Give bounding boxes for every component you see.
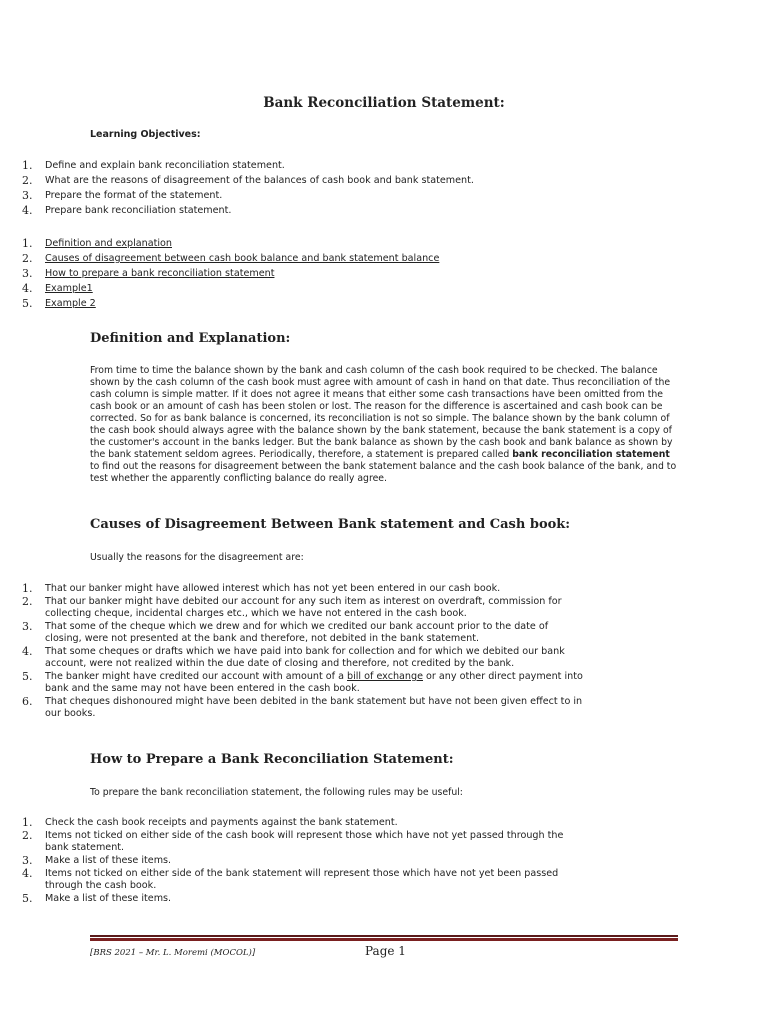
list-item xyxy=(0,893,585,905)
item-text: That some cheques or drafts which we have paid into bank for collection and for which we debited our bank account, were not realized within the due date of closing and therefore, not credited by the bank. xyxy=(45,646,565,669)
item-text: That cheques dishonoured might have been debited in the bank statement but have not been given effect to in our books. xyxy=(45,696,583,719)
item-text: Items not ticked on either side of the bank statement will represent those which have not yet been passed through the cash book. xyxy=(45,868,559,891)
definition-text-2: to find out the reasons for disagreement between the bank statement balance and the cash book balance of the bank, and to test whether the apparently conflicting balance do really agree. xyxy=(90,461,677,484)
toc-link-example-1[interactable]: Example1 xyxy=(45,283,93,294)
list-item xyxy=(0,817,585,829)
page-number: Page 1 xyxy=(365,944,406,958)
item-number: 1. xyxy=(22,816,33,829)
toc-link-definition[interactable]: Definition and explanation xyxy=(45,238,172,249)
footer-author: [BRS 2021 – Mr. L. Moremi (MOCOL)] xyxy=(90,948,256,958)
list-item xyxy=(0,190,585,202)
item-number: 3. xyxy=(22,854,33,867)
item-number: 5. xyxy=(22,297,33,310)
objectives-list xyxy=(0,160,585,220)
item-text: Items not ticked on either side of the cash book will represent those which have not yet passed through the bank statement. xyxy=(45,830,564,853)
item-number: 4. xyxy=(22,867,33,880)
item-text: Prepare the format of the statement. xyxy=(45,190,223,201)
definition-text-1: From time to time the balance shown by the bank and cash column of the cash book required to be checked. The balance shown by the cash column of the cash book must agree with amount of cash in hand on that date. Thus reconciliation of the cash column is simple matter. If it does not agree it means that either some cash transactions have been omitted from the cash book or an amount of cash has been stolen or lost. The reason for the difference is ascertained and cash book can be corrected. So for as bank balance is concerned, its reconciliation is not so simple. The balance shown by the bank column of the cash book should always agree with the balance shown by the bank statement, because the bank statement is a copy of the customer's account in the banks ledger. But the bank balance as shown by the cash book and bank balance as shown by the bank statement seldom agrees. Periodically, therefore, a statement is prepared called xyxy=(90,365,673,460)
item-number: 4. xyxy=(22,282,33,295)
item-text: Make a list of these items. xyxy=(45,893,172,904)
list-item xyxy=(0,160,585,172)
item-number: 5. xyxy=(22,892,33,905)
footer-rule-line xyxy=(90,938,678,941)
howto-intro: To prepare the bank reconciliation statement, the following rules may be useful: xyxy=(90,787,463,798)
item-text: Check the cash book receipts and payments against the bank statement. xyxy=(45,817,398,828)
definition-heading: Definition and Explanation: xyxy=(90,331,291,346)
item-number: 1. xyxy=(22,159,33,172)
item-number: 1. xyxy=(22,582,33,595)
item-number: 4. xyxy=(22,204,33,217)
causes-list xyxy=(0,583,585,721)
item-number: 3. xyxy=(22,189,33,202)
definition-paragraph xyxy=(90,365,680,485)
list-item xyxy=(0,868,585,892)
item-number: 3. xyxy=(22,267,33,280)
item-text: Define and explain bank reconciliation statement. xyxy=(45,160,285,171)
item-text-1: The banker might have credited our account with amount of a xyxy=(45,671,348,682)
item-text: That our banker might have debited our account for any such item as interest on overdraft, commission for collecting cheque, incidental charges etc., which we have not entered in the cash book. xyxy=(45,596,562,619)
list-item xyxy=(0,175,585,187)
item-number: 3. xyxy=(22,620,33,633)
howto-heading: How to Prepare a Bank Reconciliation Statement: xyxy=(90,752,454,767)
item-number: 5. xyxy=(22,670,33,683)
causes-heading: Causes of Disagreement Between Bank statement and Cash book: xyxy=(90,517,571,532)
list-item xyxy=(0,596,585,620)
table-of-contents xyxy=(0,238,585,313)
list-item xyxy=(0,583,585,595)
list-item xyxy=(0,696,585,720)
toc-item xyxy=(0,238,585,250)
item-number: 1. xyxy=(22,237,33,250)
item-text: What are the reasons of disagreement of the balances of cash book and bank statement. xyxy=(45,175,474,186)
list-item xyxy=(0,205,585,217)
item-number: 2. xyxy=(22,174,33,187)
bill-of-exchange-link[interactable]: bill of exchange xyxy=(347,671,423,682)
item-text: That our banker might have allowed interest which has not yet been entered in our cash book. xyxy=(45,583,501,594)
list-item xyxy=(0,646,585,670)
item-text: Make a list of these items. xyxy=(45,855,172,866)
list-item xyxy=(0,855,585,867)
item-text: That some of the cheque which we drew and for which we credited our bank account prior to the date of closing, were not presented at the bank and therefore, not debited in the bank statement. xyxy=(45,621,549,644)
item-text-2: or any other direct payment into bank and the same may not have been entered in the cash book. xyxy=(45,671,583,694)
toc-item xyxy=(0,268,585,280)
footer-divider xyxy=(90,935,678,941)
item-number: 2. xyxy=(22,595,33,608)
causes-intro: Usually the reasons for the disagreement are: xyxy=(90,552,304,563)
toc-item xyxy=(0,253,585,265)
page-title: Bank Reconciliation Statement: xyxy=(263,95,505,111)
toc-link-causes[interactable]: Causes of disagreement between cash book balance and bank statement balance xyxy=(45,253,440,264)
list-item xyxy=(0,671,585,695)
toc-link-example-2[interactable]: Example 2 xyxy=(45,298,96,309)
howto-list xyxy=(0,817,585,906)
definition-bold-term: bank reconciliation statement xyxy=(512,449,670,460)
item-number: 6. xyxy=(22,695,33,708)
objectives-label: Learning Objectives: xyxy=(90,129,201,140)
toc-link-how-to-prepare[interactable]: How to prepare a bank reconciliation statement xyxy=(45,268,275,279)
list-item xyxy=(0,830,585,854)
item-number: 2. xyxy=(22,829,33,842)
item-number: 4. xyxy=(22,645,33,658)
toc-item xyxy=(0,298,585,310)
toc-item xyxy=(0,283,585,295)
list-item xyxy=(0,621,585,645)
item-text: Prepare bank reconciliation statement. xyxy=(45,205,232,216)
item-number: 2. xyxy=(22,252,33,265)
